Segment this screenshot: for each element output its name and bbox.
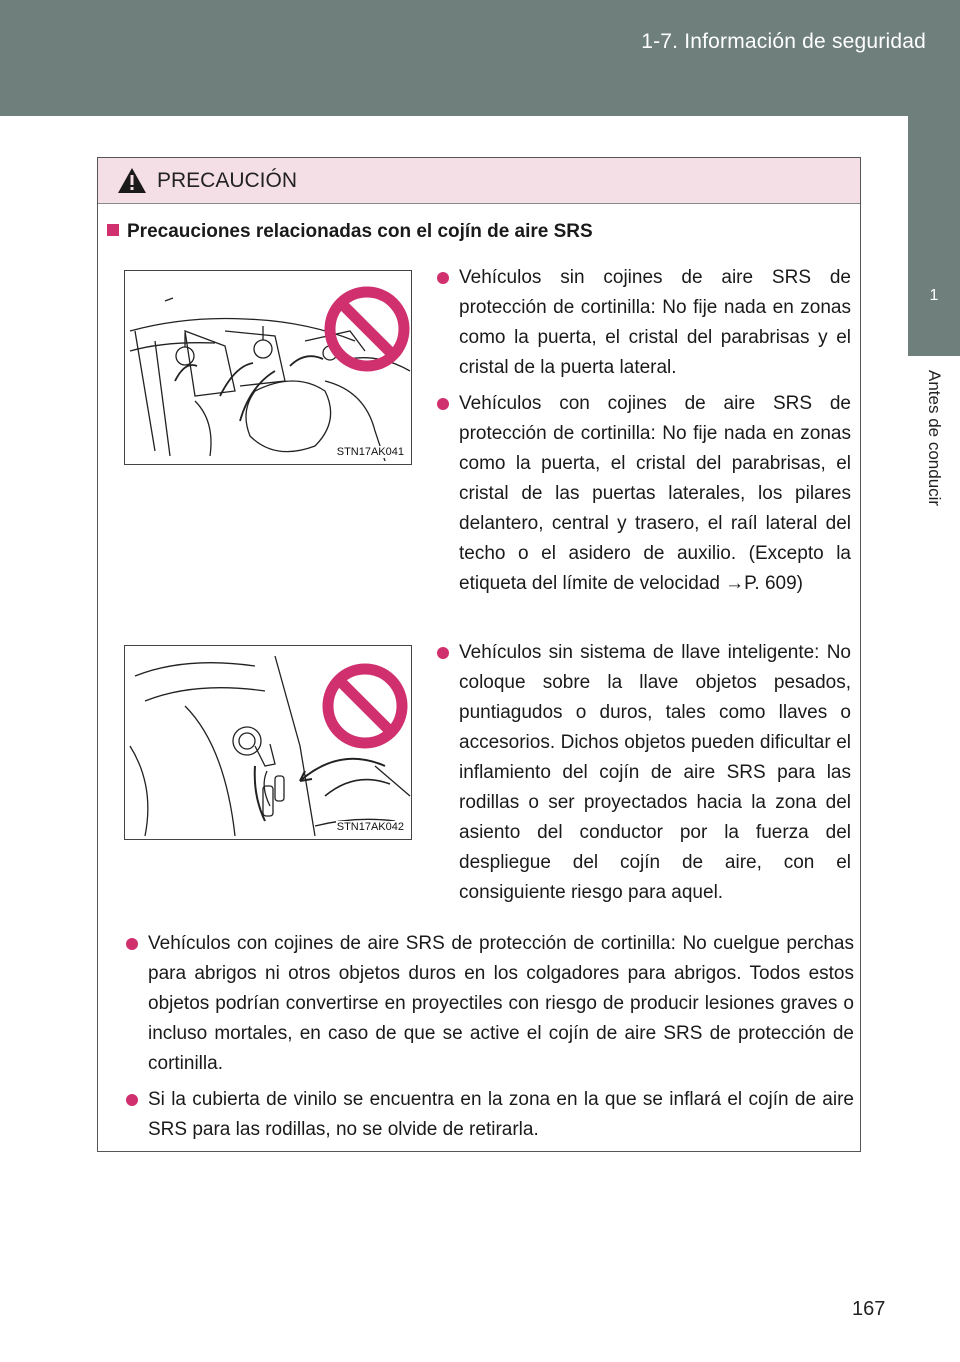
caution-title: PRECAUCIÓN <box>157 169 298 192</box>
chapter-tab <box>908 116 960 356</box>
prohibited-sign-1 <box>330 292 404 366</box>
chapter-number: 1 <box>929 287 939 304</box>
list-item: Si la cubierta de vinilo se encuentra en la zona en la que se inflará el cojín de aire SRS para las rodillas, no se olvide de retirarla. <box>124 1085 854 1145</box>
subheading <box>107 221 593 243</box>
bullet-list-fig1 <box>435 263 851 605</box>
top-header-bar <box>0 0 960 116</box>
prohibited-sign-2 <box>328 669 402 743</box>
list-item: Vehículos con cojines de aire SRS de protección de cortinilla: No fije nada en zonas como la puerta, el cristal del parabrisas, el cristal de las puertas laterales, los pilares delantero, central y trasero, el raíl lateral del techo o el asidero de auxilio. (Excepto la etiqueta del límite de velocidad →P. 609) <box>435 389 851 599</box>
key-illustration <box>125 646 412 840</box>
list-item: Vehículos con cojines de aire SRS de protección de cortinilla: No cuelgue perchas para abrigos ni otros objetos duros en los colgadores para abrigos. Todos estos objetos podrían convertirse en proyectiles con riesgo de producir lesiones graves o incluso mortales, en caso de que se active el cojín de aire SRS de protección de cortinilla. <box>124 929 854 1079</box>
square-bullet-icon <box>107 224 119 236</box>
page-number: 167 <box>852 1298 886 1320</box>
figure-key <box>124 645 412 840</box>
section-title: 1-7. Información de seguridad <box>641 30 926 53</box>
list-item: Vehículos sin cojines de aire SRS de protección de cortinilla: No fije nada en zonas como la puerta, el cristal del parabrisas y el cristal de la puerta lateral. <box>435 263 851 383</box>
figure-interior <box>124 270 412 465</box>
bullet-list-full <box>124 929 854 1151</box>
subheading-text: Precauciones relacionadas con el cojín de aire SRS <box>127 221 593 242</box>
caution-panel <box>97 157 861 1152</box>
chapter-label <box>908 370 960 570</box>
interior-illustration <box>125 271 412 465</box>
bullet-list-fig2 <box>435 638 851 914</box>
chapter-label-text: Antes de conducir <box>925 370 944 507</box>
figure-code: STN17AK042 <box>336 821 404 833</box>
figure-code: STN17AK041 <box>336 446 404 458</box>
warning-icon <box>117 167 147 194</box>
list-item: Vehículos sin sistema de llave inteligente: No coloque sobre la llave objetos pesados, puntiagudos o duros, tales como llaves o accesorios. Dichos objetos pueden dificultar el inflamiento del cojín de aire SRS para las rodillas o ser proyectados hacia la zona del asiento del conductor por la fuerza del despliegue del cojín de aire, con el consiguiente riesgo para aquel. <box>435 638 851 908</box>
caution-header <box>98 158 860 204</box>
